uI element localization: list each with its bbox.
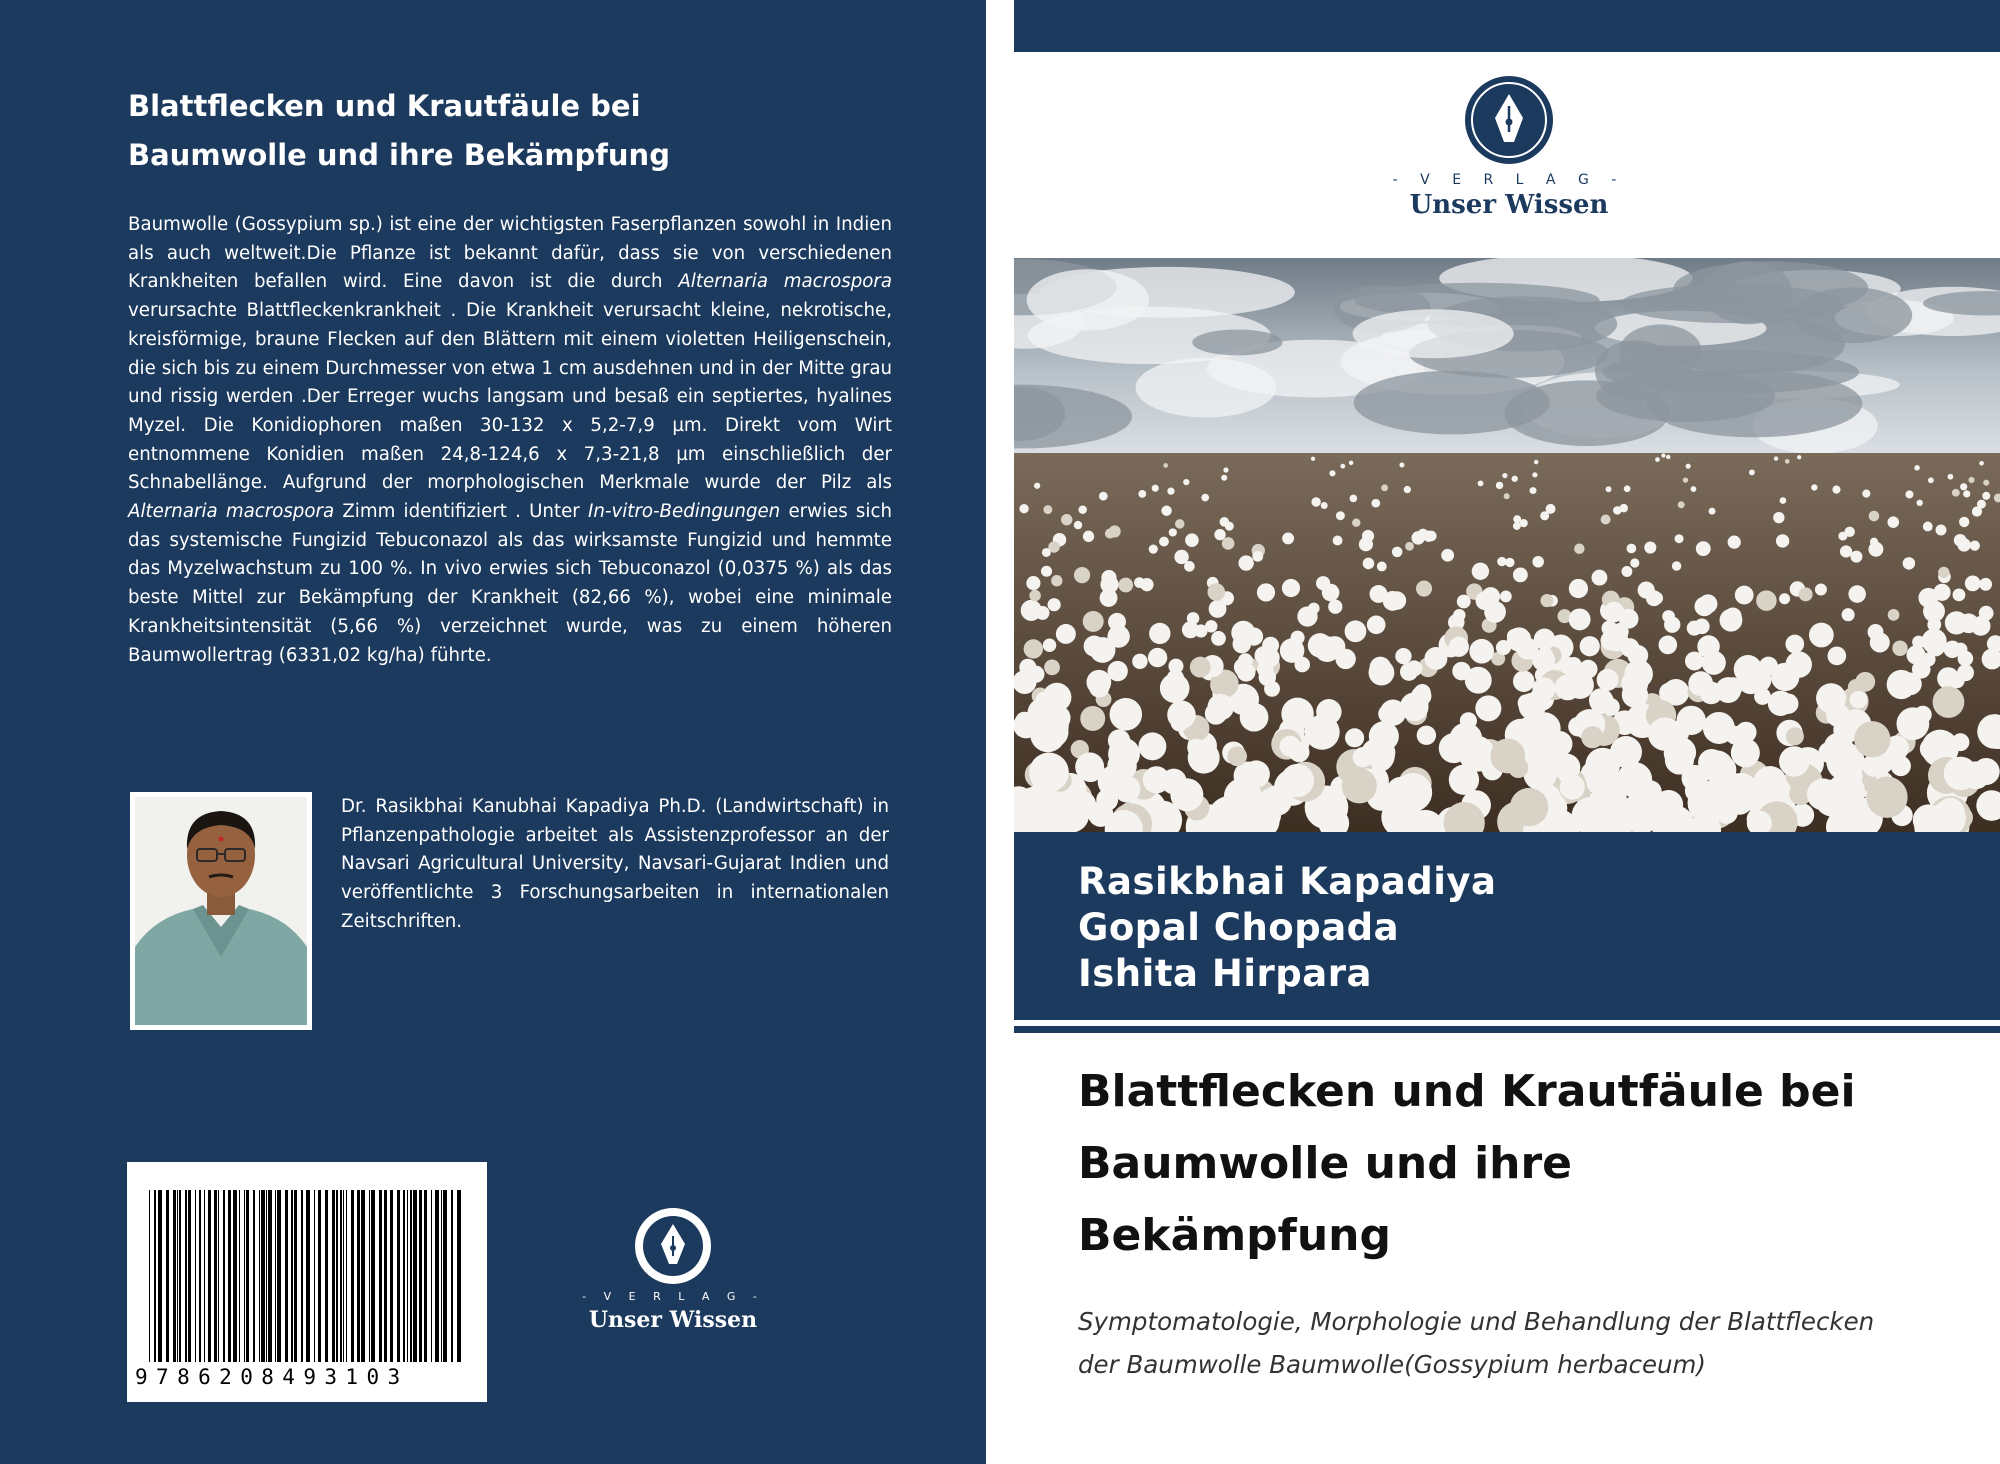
back-cover-title: [128, 82, 908, 180]
person-portrait: [135, 797, 307, 1025]
fountain-pen-nib-icon: [633, 1206, 713, 1286]
subtitle-line-1: Symptomatologie, Morphologie und Behandlung der Blattflecken: [1078, 1307, 1875, 1336]
author-biography: Dr. Rasikbhai Kanubhai Kapadiya Ph.D. (Landwirtschaft) in Pflanzenpathologie arbeitet als Assistenzprofessor an der Navsari Agricultural University, Navsari-Gujarat Indien und veröffentlichte 3 Forschungsarbeiten in internationalen Zeitschriften.: [341, 796, 889, 932]
blurb-italic-term: Alternaria macrospora: [128, 501, 335, 523]
publisher-logo-back: [573, 1206, 773, 1333]
cotton-field-image: [1014, 258, 2000, 832]
title-line-3: Bekämpfung: [1078, 1210, 1391, 1261]
blurb-text: Baumwolle (Gossypium sp.) ist eine der wichtigsten Faserpflanzen sowohl in Indien als auch weltweit.Die Pflanze ist bekannt dafür, dass sie von verschiedenen Krankheiten befallen wird. Eine davon ist die durch: [128, 214, 892, 293]
book-subtitle: [1078, 1300, 1958, 1386]
isbn-barcode: [127, 1162, 487, 1402]
blurb-text: erwies sich das systemische Fungizid Tebuconazol als das wirksamste Fungizid und hemmte das Myzelwachstum zu 100 %. In vivo erwies sich Tebuconazol (0,0375 %) als das beste Mittel zur Bekämpfung der Krankheit (82,66 %), wobei eine minimale Krankheitsintensität (5,66 %) verzeichnet wurde, was zu einem höheren Baumwollertrag (6331,02 kg/ha) führte.: [128, 501, 892, 666]
title-line-1: Blattflecken und Krautfäule bei: [1078, 1066, 1856, 1117]
publisher-name: Unser Wissen: [588, 1307, 758, 1333]
separator-line: [1014, 1026, 2000, 1033]
spine-gap: [986, 0, 1014, 1464]
title-line-2: Baumwolle und ihre: [1078, 1138, 1573, 1189]
author-name: Ishita Hirpara: [1078, 952, 1372, 995]
back-cover: [0, 0, 986, 1464]
subtitle-line-2: der Baumwolle Baumwolle(Gossypium herbaceum): [1078, 1350, 1706, 1379]
barcode-bars: [127, 1162, 487, 1362]
publisher-name: Unser Wissen: [1409, 190, 1609, 220]
cover-photo: [1014, 258, 2000, 832]
back-title-line-1: Blattflecken und Krautfäule bei: [128, 89, 641, 123]
book-description: [128, 211, 892, 670]
front-top-bar: [1014, 0, 2000, 52]
blurb-text: Zimm identifiziert . Unter: [334, 501, 588, 523]
author-photo: [130, 792, 312, 1030]
back-title-line-2: Baumwolle und ihre Bekämpfung: [128, 138, 670, 172]
blurb-italic-term: In-vitro-Bedingungen: [587, 501, 781, 523]
isbn-number: 9786208493103: [135, 1365, 409, 1389]
publisher-verlag-label: - V E R L A G -: [1392, 172, 1626, 188]
author-name: Gopal Chopada: [1078, 906, 1400, 949]
author-name: Rasikbhai Kapadiya: [1078, 860, 1497, 903]
blurb-italic-term: Alternaria macrospora: [678, 271, 892, 293]
fountain-pen-nib-icon: [1463, 74, 1555, 166]
publisher-logo-front: [1384, 74, 1634, 220]
publisher-verlag-label: - V E R L A G -: [582, 1290, 764, 1303]
front-cover: [1014, 0, 2000, 1464]
blurb-text: verursachte Blattfleckenkrankheit . Die Krankheit verursacht kleine, nekrotische, kreisförmige, braune Flecken auf den Blättern mit einem violetten Heiligenschein, die sich bis zu einem Durchmesser von etwa 1 cm ausdehnen und in der Mitte grau und rissig werden .Der Erreger wuchs langsam und besaß ein septiertes, hyalines Myzel. Die Konidiophoren maßen 30-132 x 5,2-7,9 µm. Direkt vom Wirt entnommene Konidien maßen 24,8-124,6 x 7,3-21,8 µm einschließlich der Schnabellänge. Aufgrund der morphologischen Merkmale wurde der Pilz als: [128, 300, 892, 494]
book-title: [1078, 1056, 1958, 1272]
authors-band: [1014, 832, 2000, 1020]
